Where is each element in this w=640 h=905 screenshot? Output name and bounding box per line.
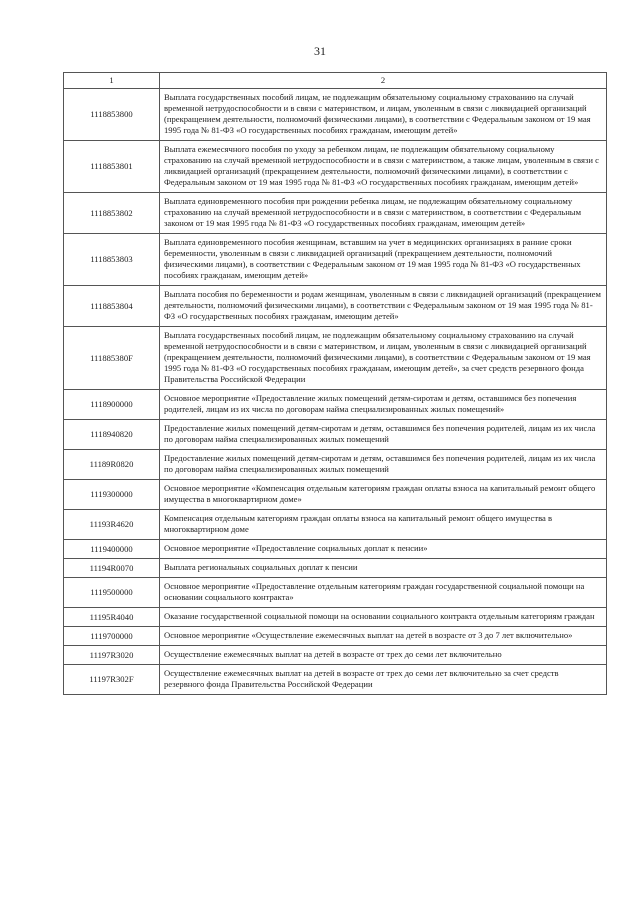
classification-code: 1118900000 [64,390,160,420]
expense-description: Основное мероприятие «Предоставление отдельным категориям граждан государственной социальной помощи на основании социального контракта» [160,578,607,608]
expense-description: Выплата региональных социальных доплат к пенсии [160,559,607,578]
table-row [64,450,607,480]
column-header-code: 1 [64,73,160,89]
expense-description: Компенсация отдельным категориям граждан оплаты взноса на капитальный ремонт общего имущества в многоквартирном доме [160,510,607,540]
classification-code: 11197R302F [64,665,160,695]
table-row [64,480,607,510]
classification-code: 1119700000 [64,627,160,646]
table-row [64,627,607,646]
classification-code: 1119400000 [64,540,160,559]
table-row [64,286,607,327]
classification-code: 1119500000 [64,578,160,608]
table-row [64,510,607,540]
table-row [64,234,607,286]
classification-code: 11197R3020 [64,646,160,665]
classification-code: 11189R0820 [64,450,160,480]
classification-code: 11194R0070 [64,559,160,578]
table-row [64,646,607,665]
table-row [64,141,607,193]
classification-code: 1118853800 [64,89,160,141]
expense-description: Выплата ежемесячного пособия по уходу за ребенком лицам, не подлежащим обязательному социальному страхованию на случай временной нетрудоспособности и в связи с материнством, а также лицам, уволенным в связи с ликвидацией организаций (прекращением деятельности, полномочий физическими лицами), в соответствии с Федеральным законом от 19 мая 1995 года № 81-ФЗ «О государственных пособиях гражданам, имеющим детей» [160,141,607,193]
column-header-description: 2 [160,73,607,89]
classification-code: 11193R4620 [64,510,160,540]
expense-description: Выплата государственных пособий лицам, не подлежащим обязательному социальному страхованию на случай временной нетрудоспособности и в связи с материнством, и лицам, уволенным в связи с ликвидацией организаций (прекращением деятельности, полномочий физическими лицами), в соответствии с Федеральным законом от 19 мая 1995 года № 81-ФЗ «О государственных пособиях гражданам, имеющим детей» [160,89,607,141]
budget-classification-table [63,72,607,695]
classification-code: 1118853801 [64,141,160,193]
classification-code: 1118853802 [64,193,160,234]
classification-code: 1119300000 [64,480,160,510]
classification-code: 1118853803 [64,234,160,286]
expense-description: Выплата пособия по беременности и родам женщинам, уволенным в связи с ликвидацией организаций (прекращением деятельности, полномочий физическими лицами), в соответствии с Федеральным законом от 19 мая 1995 года № 81-ФЗ «О государственных пособиях гражданам, имеющим детей» [160,286,607,327]
table-row [64,665,607,695]
table-body [64,89,607,695]
expense-description: Оказание государственной социальной помощи на основании социального контракта отдельным категориям граждан [160,608,607,627]
table-row [64,540,607,559]
expense-description: Основное мероприятие «Предоставление социальных доплат к пенсии» [160,540,607,559]
table-row [64,193,607,234]
expense-description: Выплата единовременного пособия женщинам, вставшим на учет в медицинских организациях в ранние сроки беременности, уволенным в связи с ликвидацией организаций (прекращением деятельности, полномочий физическими лицами), в соответствии с Федеральным законом от 19 мая 1995 года № 81-ФЗ «О государственных пособиях гражданам, имеющим детей» [160,234,607,286]
expense-description: Основное мероприятие «Предоставление жилых помещений детям-сиротам и детям, оставшимся без попечения родителей, лицам из их числа по договорам найма специализированных жилых помещений» [160,390,607,420]
expense-description: Выплата единовременного пособия при рождении ребенка лицам, не подлежащим обязательному социальному страхованию на случай временной нетрудоспособности и в связи с материнством, в соответствии с Федеральным законом от 19 мая 1995 года № 81-ФЗ «О государственных пособиях гражданам, имеющим детей» [160,193,607,234]
expense-description: Предоставление жилых помещений детям-сиротам и детям, оставшимся без попечения родителей, лицам из их числа по договорам найма специализированных жилых помещений [160,420,607,450]
classification-code: 111885380F [64,327,160,390]
table-row [64,608,607,627]
classification-code: 1118940820 [64,420,160,450]
expense-description: Предоставление жилых помещений детям-сиротам и детям, оставшимся без попечения родителей, лицам из их числа по договорам найма специализированных жилых помещений [160,450,607,480]
table-header-row [64,73,607,89]
table-row [64,559,607,578]
classification-code: 11195R4040 [64,608,160,627]
expense-description: Основное мероприятие «Компенсация отдельным категориям граждан оплаты взноса на капитальный ремонт общего имущества в многоквартирном доме» [160,480,607,510]
table-row [64,420,607,450]
page-number: 31 [314,44,326,58]
table-row [64,578,607,608]
classification-code: 1118853804 [64,286,160,327]
expense-description: Осуществление ежемесячных выплат на детей в возрасте от трех до семи лет включительно за счет средств резервного фонда Правительства Российской Федерации [160,665,607,695]
table-row [64,327,607,390]
table-row [64,89,607,141]
table-row [64,390,607,420]
expense-description: Основное мероприятие «Осуществление ежемесячных выплат на детей в возрасте от 3 до 7 лет включительно» [160,627,607,646]
expense-description: Выплата государственных пособий лицам, не подлежащим обязательному социальному страхованию на случай временной нетрудоспособности и в связи с материнством, и лицам, уволенным в связи с ликвидацией организаций (прекращением деятельности, полномочий физическими лицами), в соответствии с Федеральным законом от 19 мая 1995 года № 81-ФЗ «О государственных пособиях гражданам, имеющим детей», за счет средств резервного фонда Правительства Российской Федерации [160,327,607,390]
expense-description: Осуществление ежемесячных выплат на детей в возрасте от трех до семи лет включительно [160,646,607,665]
